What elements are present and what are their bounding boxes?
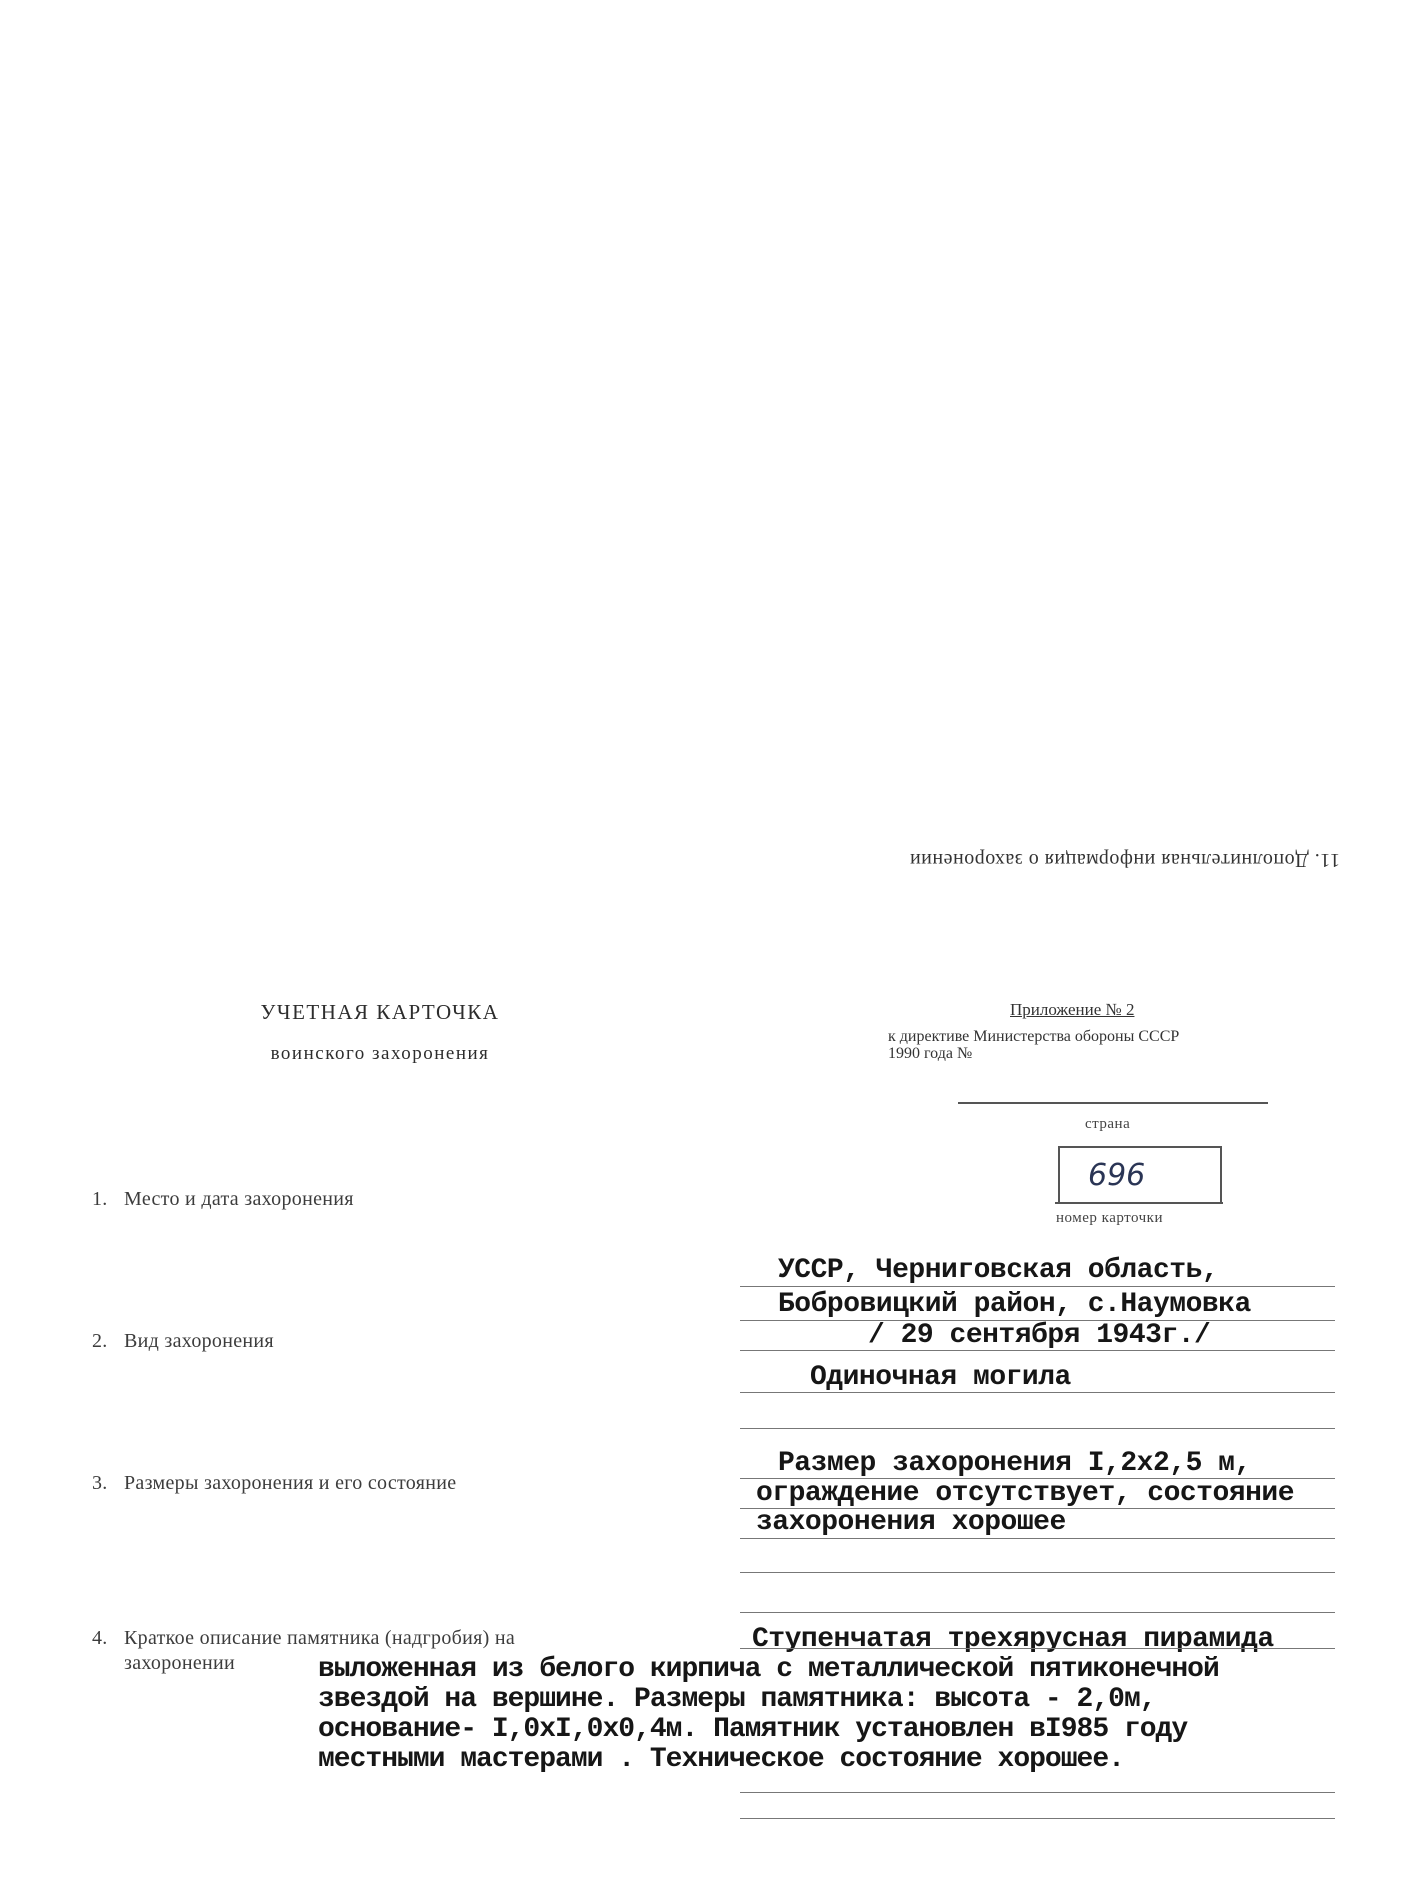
card-number-caption: номер карточки	[1056, 1210, 1163, 1226]
directive-line-1: к директиве Министерства обороны СССР	[888, 1028, 1180, 1045]
field-1-label-text: Место и дата захоронения	[124, 1188, 354, 1210]
field-3-number: 3.	[92, 1472, 108, 1494]
field-1-line-3: / 29 сентября 1943г./	[868, 1320, 1211, 1351]
card-subtitle: воинского захоронения	[270, 1043, 490, 1064]
field-4-number: 4.	[92, 1627, 108, 1649]
card-title: УЧЕТНАЯ КАРТОЧКА	[260, 1000, 500, 1024]
field-2-underline-2	[740, 1428, 1335, 1429]
field-4-underline-3	[740, 1818, 1335, 1819]
field-1-underline-2	[740, 1320, 1335, 1321]
field-3-line-3: захоронения хорошее	[756, 1507, 1066, 1538]
field-3-underline-1	[740, 1478, 1335, 1479]
field-4-label-text-1: Краткое описание памятника (надгробия) на	[124, 1627, 516, 1649]
reverse-side-bleed-text: 11. Дополнительная информация о захоронении	[909, 849, 1340, 871]
field-3-underline-3	[740, 1538, 1335, 1539]
country-caption: страна	[1085, 1116, 1131, 1132]
card-number: 696	[1088, 1158, 1146, 1193]
field-2-line-1: Одиночная могила	[810, 1362, 1071, 1393]
field-3-underline-4	[740, 1572, 1335, 1573]
field-3-line-2: ограждение отсутствует, состояние	[756, 1478, 1294, 1509]
field-4-underline-2	[740, 1792, 1335, 1793]
field-2-label	[92, 1330, 274, 1353]
field-2-underline-1	[740, 1392, 1335, 1393]
field-4-label-text-2: захоронении	[124, 1652, 236, 1674]
field-4-line-5: местными мастерами . Техническое состояние хорошее.	[318, 1744, 1124, 1775]
field-4-underline-1	[740, 1648, 1335, 1649]
appendix-label: Приложение № 2	[1010, 1000, 1135, 1019]
field-3-underline-2	[740, 1508, 1335, 1509]
directive-line-2: 1990 года №	[888, 1045, 973, 1062]
field-4-line-2: выложенная из белого кирпича с металлической пятиконечной	[318, 1654, 1219, 1685]
field-1-label	[92, 1188, 354, 1211]
field-1-underline-3	[740, 1350, 1335, 1351]
field-2-number: 2.	[92, 1330, 108, 1352]
field-2-label-text: Вид захоронения	[124, 1330, 274, 1352]
field-1-line-1: УССР, Черниговская область,	[778, 1255, 1219, 1286]
field-4-label	[92, 1627, 515, 1650]
field-3-label-text: Размеры захоронения и его состояние	[124, 1472, 457, 1494]
field-3-line-1: Размер захоронения I,2х2,5 м,	[778, 1448, 1251, 1479]
country-line	[958, 1102, 1268, 1104]
directive-reference	[888, 1028, 1318, 1062]
field-4-line-3: звездой на вершине. Размеры памятника: высота - 2,0м,	[318, 1684, 1156, 1715]
field-1-underline-1	[740, 1286, 1335, 1287]
field-1-line-2: Бобровицкий район, с.Наумовка	[778, 1289, 1251, 1320]
field-3-label	[92, 1472, 456, 1495]
field-4-line-1: Ступенчатая трехярусная пирамида	[752, 1624, 1274, 1655]
field-4-line-4: основание- I,0хI,0х0,4м. Памятник установлен вI985 году	[318, 1714, 1188, 1745]
field-1-number: 1.	[92, 1188, 108, 1210]
field-3-underline-5	[740, 1612, 1335, 1613]
card-number-line	[1055, 1202, 1223, 1204]
